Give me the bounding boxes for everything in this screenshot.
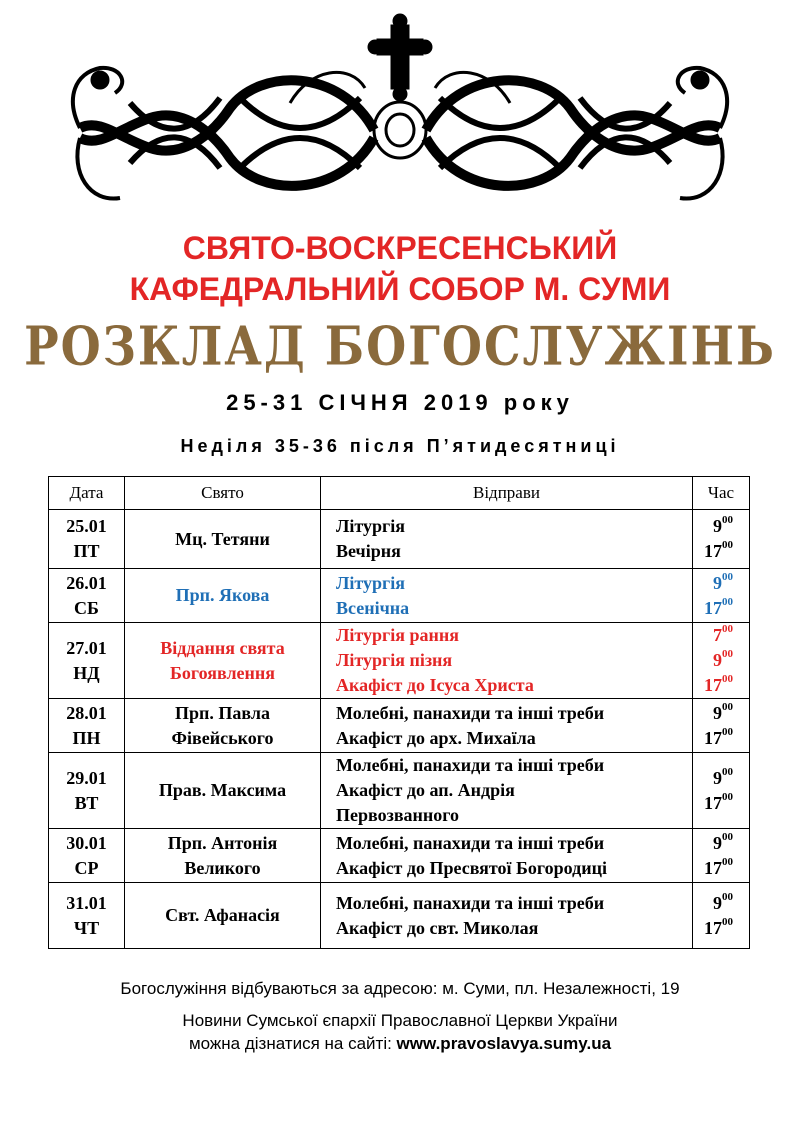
service-line: Літургія: [336, 516, 405, 536]
feast-line: Богоявлення: [169, 662, 276, 683]
service-line: Вечірня: [336, 541, 401, 561]
service-line: Первозванного: [336, 805, 460, 825]
table-row: [49, 829, 750, 883]
time-minutes: 00: [722, 673, 733, 685]
time-hour: 17: [704, 597, 722, 618]
feast-line: Мц. Тетяни: [175, 528, 270, 549]
cell-services: [321, 699, 693, 753]
cell-services: [321, 510, 693, 569]
cell-feast: [125, 623, 321, 699]
service-line: Акафіст до Ісуса Христа: [336, 675, 534, 695]
schedule-table: [48, 476, 750, 949]
table-row: [49, 623, 750, 699]
table-row: [49, 753, 750, 829]
cell-date: [49, 510, 125, 569]
cell-feast: [125, 510, 321, 569]
service-line: Акафіст до свт. Миколая: [336, 917, 539, 938]
table-row: [49, 510, 750, 569]
header-feast: Свято: [125, 477, 321, 510]
cell-feast: [125, 883, 321, 949]
date-value: 27.01: [66, 637, 107, 658]
weekday-value: НД: [73, 662, 100, 683]
feast-line: Прп. Павла: [175, 702, 270, 723]
cathedral-title-line2: КАФЕДРАЛЬНИЙ СОБОР М. СУМИ: [129, 271, 671, 307]
service-line: Акафіст до арх. Михаїла: [336, 727, 536, 748]
time-hour: 17: [704, 675, 722, 695]
time-value: [693, 571, 749, 596]
cell-services: [321, 753, 693, 829]
time-hour: 17: [704, 727, 722, 748]
feast-line: Прав. Максима: [158, 780, 287, 800]
table-row: [49, 883, 750, 949]
cell-feast: [125, 569, 321, 623]
time-minutes: 00: [722, 570, 733, 583]
time-value: [693, 623, 749, 648]
weekday-value: ЧТ: [73, 917, 100, 938]
date-value: 28.01: [66, 702, 107, 723]
cell-date: [49, 569, 125, 623]
time-minutes: 00: [722, 725, 733, 738]
time-minutes: 00: [722, 539, 733, 551]
table-row: [49, 699, 750, 753]
time-hour: 17: [704, 541, 722, 561]
cell-date: [49, 829, 125, 883]
table-header-row: [49, 477, 750, 510]
cell-time: [693, 569, 750, 623]
feast-line: Фівейського: [171, 727, 274, 748]
time-hour: 9: [713, 892, 722, 913]
cathedral-title-line1: СВЯТО-ВОСКРЕСЕНСЬКИЙ: [182, 230, 618, 266]
service-line: Літургія рання: [336, 625, 459, 645]
time-minutes: 00: [722, 514, 733, 526]
time-minutes: 00: [722, 790, 733, 803]
time-hour: 9: [713, 702, 722, 723]
service-line: Молебні, панахиди та інші треби: [336, 892, 605, 913]
time-hour: 17: [704, 857, 722, 878]
time-value: [693, 726, 749, 751]
cell-date: [49, 623, 125, 699]
time-minutes: 00: [722, 595, 733, 608]
cell-date: [49, 699, 125, 753]
time-value: [693, 701, 749, 726]
time-minutes: 00: [722, 915, 733, 928]
header-date: Дата: [49, 477, 125, 510]
cell-time: [693, 753, 750, 829]
service-line: Молебні, панахиди та інші треби: [336, 702, 605, 723]
time-hour: 9: [713, 650, 722, 670]
news-note-prefix: можна дізнатися на сайті:: [188, 1034, 397, 1053]
service-line: Всенічна: [336, 597, 410, 618]
time-value: [693, 648, 749, 673]
time-minutes: 00: [722, 890, 733, 903]
time-minutes: 00: [722, 830, 733, 843]
cell-services: [321, 623, 693, 699]
table-row: [49, 569, 750, 623]
cell-time: [693, 699, 750, 753]
weekday-value: СР: [74, 857, 99, 878]
time-value: [693, 831, 749, 856]
cell-date: [49, 883, 125, 949]
service-line: Молебні, панахиди та інші треби: [336, 832, 605, 853]
header-services: Відправи: [321, 477, 693, 510]
cell-time: [693, 510, 750, 569]
time-minutes: 00: [722, 700, 733, 713]
time-hour: 9: [713, 767, 722, 788]
cell-time: [693, 829, 750, 883]
time-hour: 17: [704, 792, 722, 813]
date-value: 30.01: [66, 832, 107, 853]
time-hour: 9: [713, 516, 722, 536]
celtic-knot-cross-ornament-icon: [60, 8, 740, 213]
weekday-value: ПТ: [73, 541, 100, 561]
time-value: [693, 791, 749, 816]
time-hour: 9: [713, 572, 722, 593]
cell-feast: [125, 753, 321, 829]
cell-date: [49, 753, 125, 829]
time-hour: 17: [704, 917, 722, 938]
header-time: Час: [693, 477, 750, 510]
service-line: Літургія пізня: [336, 650, 453, 670]
time-hour: 9: [713, 832, 722, 853]
time-value: [693, 596, 749, 621]
cell-feast: [125, 829, 321, 883]
weekday-value: ВТ: [74, 792, 99, 813]
date-value: 31.01: [66, 892, 107, 913]
service-line: Акафіст до ап. Андрія: [336, 780, 515, 800]
news-note-line2: [0, 1034, 800, 1054]
weekday-value: СБ: [74, 597, 99, 618]
website-link[interactable]: www.pravoslavya.sumy.ua: [396, 1034, 612, 1053]
date-value: 29.01: [66, 767, 107, 788]
date-value: 25.01: [66, 516, 107, 536]
cell-feast: [125, 699, 321, 753]
cell-services: [321, 883, 693, 949]
time-minutes: 00: [722, 765, 733, 778]
time-value: [693, 539, 749, 564]
feast-line: Великого: [184, 857, 261, 878]
date-range: 25-31 СІЧНЯ 2019 року: [226, 390, 574, 415]
time-value: [693, 514, 749, 539]
service-line: Акафіст до Пресвятої Богородиці: [336, 857, 607, 878]
feast-line: Віддання свята: [160, 637, 285, 658]
time-value: [693, 856, 749, 881]
time-value: [693, 673, 749, 698]
time-hour: 7: [713, 625, 722, 645]
time-minutes: 00: [722, 623, 733, 635]
time-value: [693, 766, 749, 791]
time-value: [693, 916, 749, 941]
service-line: Літургія: [336, 572, 405, 593]
cell-services: [321, 829, 693, 883]
address-note: Богослужіння відбуваються за адресою: м. Суми, пл. Незалежності, 19: [120, 979, 680, 998]
feast-line: Свт. Афанасія: [165, 905, 280, 925]
service-line: Молебні, панахиди та інші треби: [336, 755, 605, 775]
cell-time: [693, 883, 750, 949]
feast-line: Прп. Антонія: [167, 832, 278, 853]
cell-services: [321, 569, 693, 623]
time-minutes: 00: [722, 648, 733, 660]
time-minutes: 00: [722, 855, 733, 868]
schedule-title: РОЗКЛАД БОГОСЛУЖІНЬ: [24, 314, 776, 378]
date-value: 26.01: [66, 572, 107, 593]
feast-line: Прп. Якова: [175, 585, 270, 605]
cathedral-title: [0, 228, 800, 310]
cell-time: [693, 623, 750, 699]
time-value: [693, 891, 749, 916]
weekday-value: ПН: [72, 727, 101, 748]
news-note-line1: Новини Сумської єпархії Православної Церкви України: [182, 1011, 618, 1030]
week-subtitle: Неділя 35-36 після П’ятидесятниці: [180, 436, 620, 456]
